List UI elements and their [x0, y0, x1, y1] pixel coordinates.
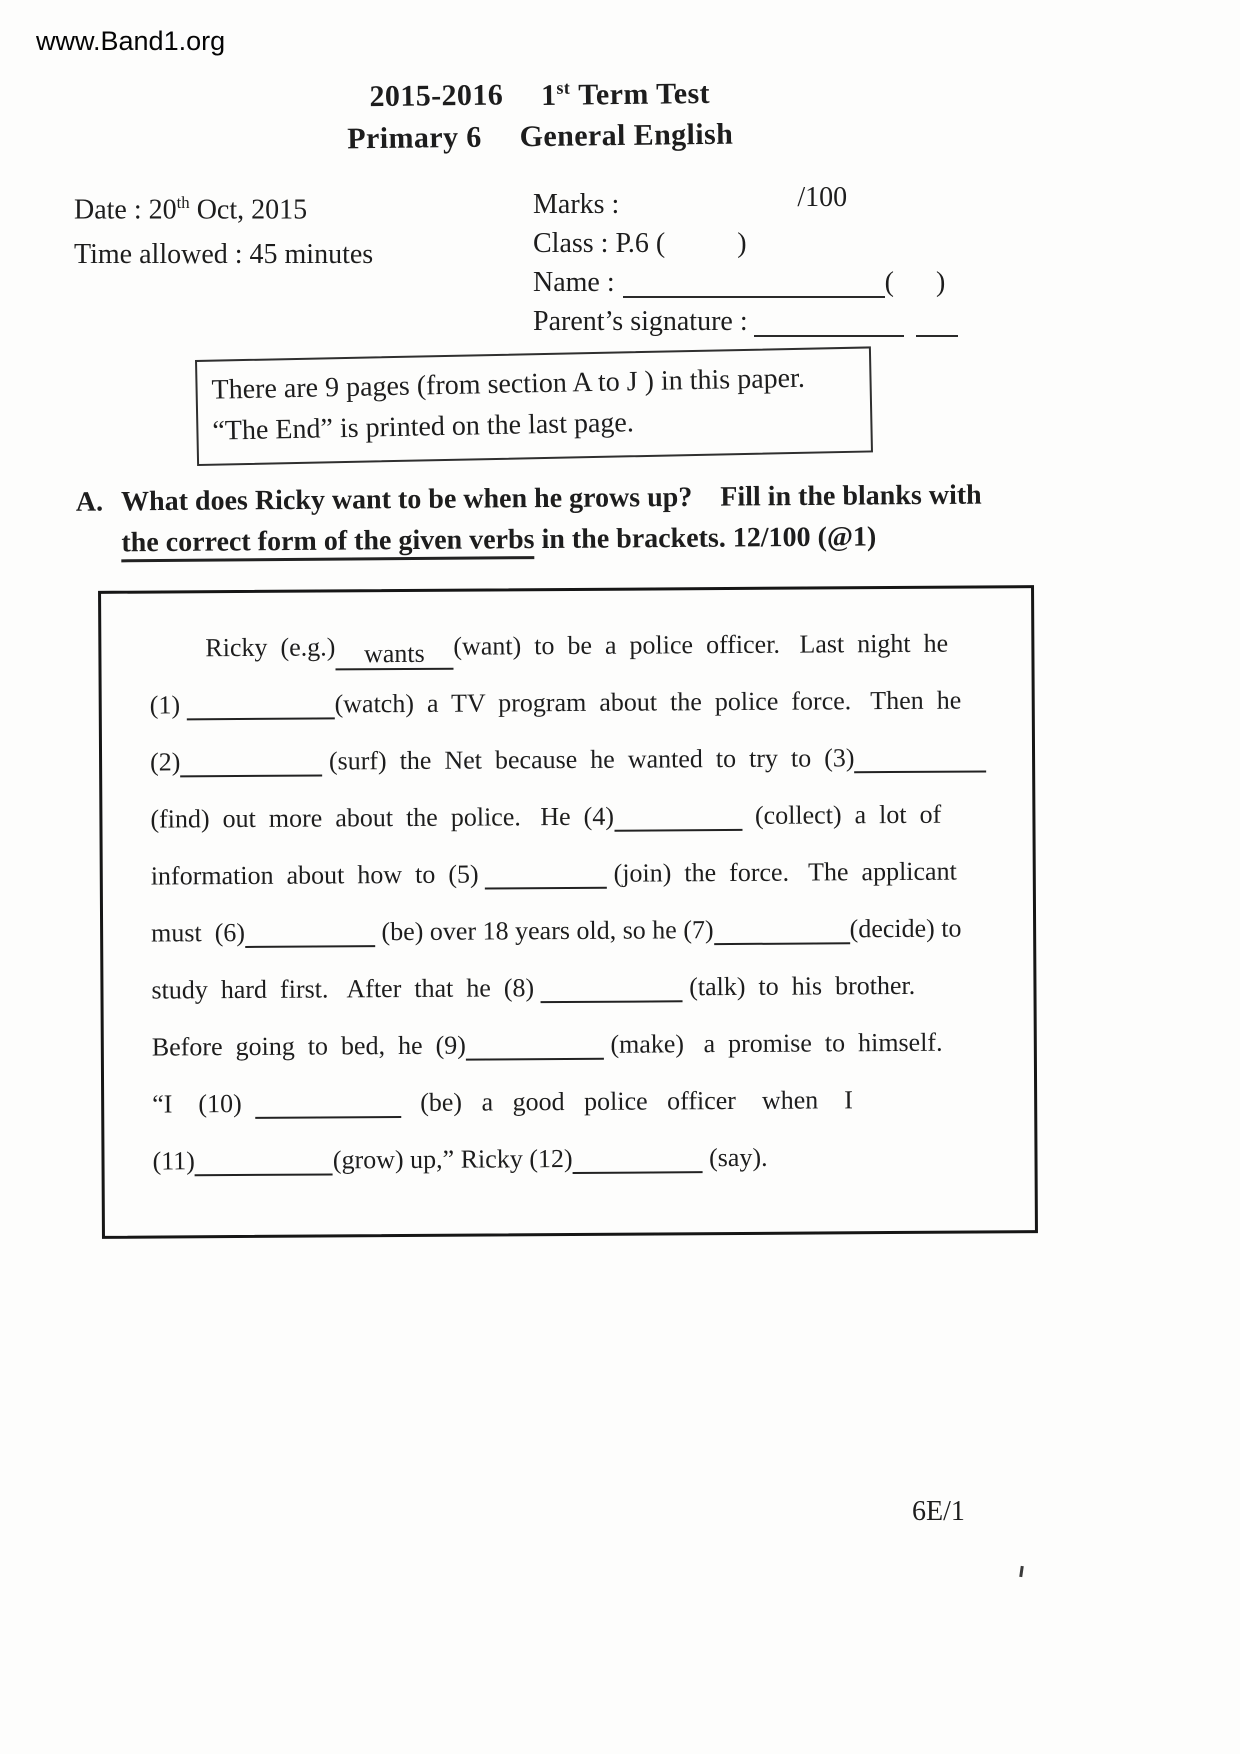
answer-blank-9: [466, 1024, 604, 1061]
signature-write-line-2: [916, 315, 958, 337]
section-a-line2: the correct form of the given verbs in the brackets. 12/100 (@1): [121, 516, 982, 564]
passage-text: (2): [149, 747, 181, 777]
passage-line: [150, 671, 1016, 733]
passage-line: [151, 899, 1017, 961]
passage-line: [150, 728, 1016, 790]
parent-signature-row: [533, 307, 958, 337]
passage-text: (surf) the Net because he wanted to try to (3): [322, 743, 855, 776]
watermark-url: www.Band1.org: [36, 26, 226, 56]
passage-text: Ricky (e.g.): [205, 632, 336, 663]
page-code: 6E/1: [912, 1496, 965, 1527]
passage-line: [149, 614, 1015, 676]
marks-label: Marks :: [533, 189, 620, 220]
passage-text: (join) the force. The applicant: [607, 856, 957, 888]
section-a-heading: [76, 474, 1017, 563]
marks-row: [533, 182, 958, 220]
passage-line: [151, 956, 1017, 1018]
answer-blank-11: [195, 1139, 333, 1176]
answer-blank-5: [485, 853, 607, 890]
passage-text: study hard first. After that he (8): [151, 973, 541, 1005]
title-year: 2015-2016: [369, 78, 504, 114]
passage-text: information about how to (5): [150, 859, 486, 891]
name-label: Name :: [533, 267, 615, 298]
paper-title-line2: [60, 114, 1020, 160]
passage-text: (say).: [702, 1142, 768, 1173]
class-row: [533, 229, 958, 259]
answer-blank-1: [186, 683, 334, 720]
passage-text: (be) over 18 years old, so he (7): [374, 915, 714, 947]
passage-text: Before going to bed, he (9): [151, 1030, 466, 1062]
passage-line: [152, 1070, 1018, 1132]
name-write-line: [623, 276, 885, 298]
passage-lines: [149, 614, 1018, 1189]
passage-line: [151, 842, 1017, 904]
passage-text: (be) a good police officer when I: [400, 1085, 853, 1118]
date-time-block: [74, 180, 373, 277]
passage-text: (1): [149, 690, 187, 720]
passage-text: must (6): [151, 917, 246, 948]
paper-title-line1: [60, 72, 1020, 119]
passage-text: (make) a promise to himself.: [603, 1027, 943, 1059]
passage-text: “I (10): [152, 1088, 255, 1119]
section-a-instructions: [121, 475, 982, 564]
title-subject: General English: [519, 117, 734, 154]
passage-text: (11): [152, 1146, 195, 1176]
parent-signature-label: Parent’s signature :: [533, 306, 748, 337]
notice-line-1: There are 9 pages (from section A to J ) in this paper.: [211, 362, 806, 406]
answer-blank-3: [854, 736, 986, 773]
name-row: [533, 268, 958, 298]
cloze-passage-box: [98, 585, 1038, 1239]
answer-blank-2: [180, 740, 322, 777]
notice-line-2: “The End” is printed on the last page.: [212, 407, 635, 447]
passage-line: [152, 1127, 1018, 1189]
section-a-line1: What does Ricky want to be when he grows up? Fill in the blanks with: [120, 479, 982, 518]
signature-write-line: [754, 315, 904, 337]
passage-text: (collect) a lot of: [741, 799, 942, 830]
answer-blank-7: [713, 908, 849, 945]
date-line: Date : 20th Oct, 2015: [74, 193, 308, 226]
paper-title: [60, 72, 1021, 160]
pages-notice-box: [195, 346, 873, 466]
answer-blank-8: [541, 966, 683, 1003]
time-allowed-line: Time allowed : 45 minutes: [74, 239, 374, 271]
passage-text: (talk) to his brother.: [682, 970, 916, 1002]
passage-text: (find) out more about the police. He (4): [150, 801, 615, 834]
passage-text: (want) to be a police officer. Last night he: [453, 628, 949, 661]
answer-blank-10: [255, 1082, 401, 1119]
example-filled-blank: wants: [335, 634, 453, 671]
passage-line: [152, 1013, 1018, 1075]
title-term: 1st Term Test: [540, 76, 711, 112]
answer-blank-6: [245, 911, 375, 948]
name-paren: ( ): [884, 267, 946, 298]
underlined-instruction: the correct form of the given verbs: [121, 524, 534, 562]
passage-text: (watch) a TV program about the police force. Then he: [334, 685, 962, 719]
passage-text: (decide) to: [849, 913, 962, 944]
answer-blank-4: [614, 795, 742, 832]
marks-total: /100: [797, 182, 848, 213]
marks-block: [533, 182, 958, 346]
class-close-paren: ): [737, 228, 747, 259]
title-grade: Primary 6: [347, 120, 482, 156]
scan-artifact: [1019, 1566, 1024, 1577]
section-a-label: A.: [75, 486, 104, 518]
passage-line: [150, 785, 1016, 847]
passage-text: (grow) up,” Ricky (12): [332, 1143, 573, 1175]
answer-blank-12: [572, 1137, 702, 1174]
class-label: Class : P.6 (: [533, 228, 666, 259]
